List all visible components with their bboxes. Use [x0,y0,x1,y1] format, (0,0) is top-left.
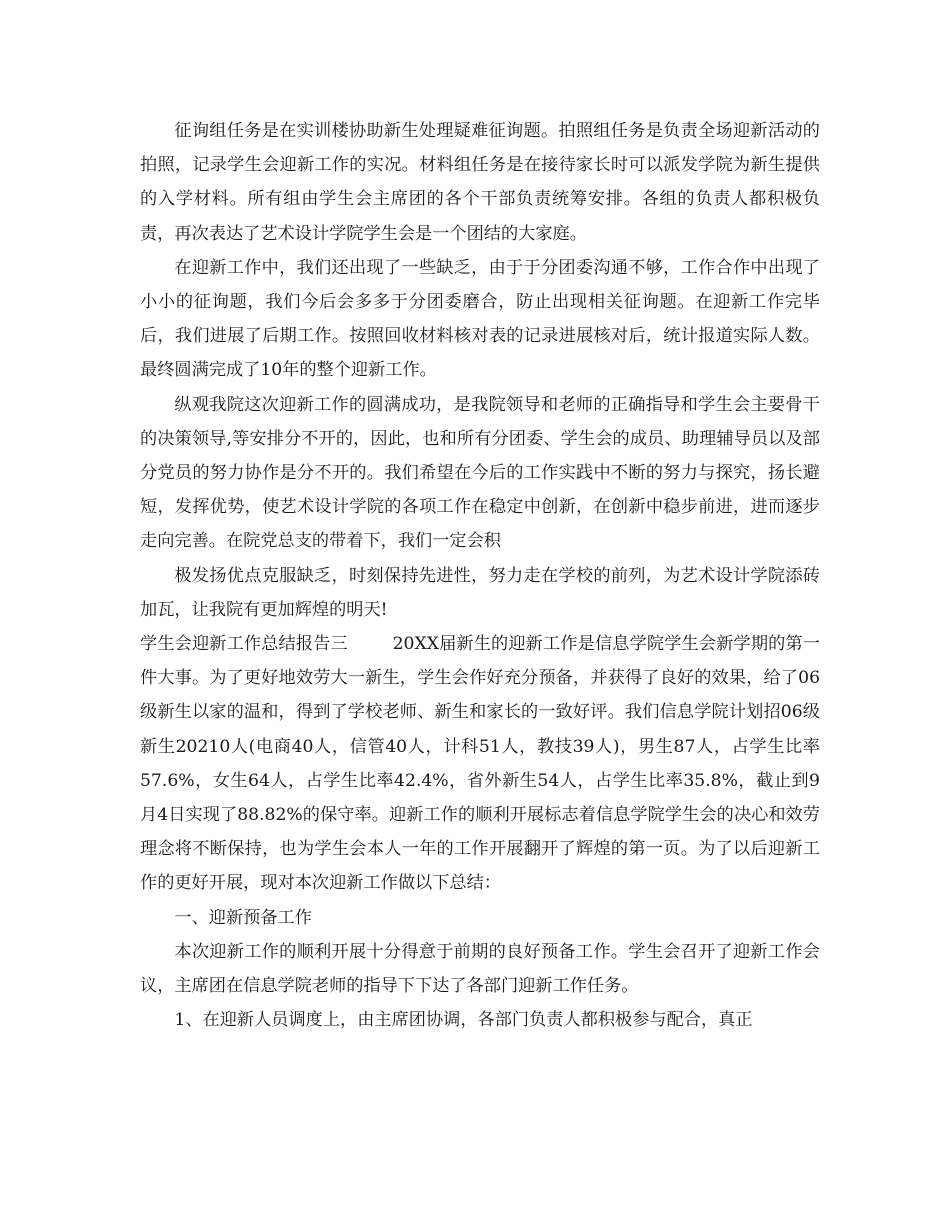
section-heading: 一、迎新预备工作 [174,907,312,928]
report-intro: 20XX届新生的迎新工作是信息学院学生会新学期的第一件大事。为了更好地效劳大一新生，学生会作好充分预备，并获得了良好的效果，给了06级新生以家的温和，得到了学校老师、新生和家长的一致好评。我们信息学院计划招06级新生20210人(电商40人，信管40人，计科51人，教技39人)，男生87人，占学生比率57.6%，女生64人，占学生比率42.4%，省外新生54人，占学生比率35.8%，截止到9月4日实现了88.82%的保守率。迎新工作的顺利开展标志着信息学院学生会的决心和效劳理念将不断保持，也为学生会本人一年的工作开展翻开了辉煌的第一页。为了以后迎新工作的更好开展，现对本次迎新工作做以下总结： [140,634,820,894]
document-body [140,114,820,1037]
section-body: 本次迎新工作的顺利开展十分得意于前期的良好预备工作。学生会召开了迎新工作会议，主席团在信息学院老师的指导下下达了各部门迎新工作任务。 [140,941,820,997]
paragraph-groups: 征询组任务是在实训楼协助新生处理疑难征询题。拍照组任务是负责全场迎新活动的拍照，记录学生会迎新工作的实况。材料组任务是在接待家长时可以派发学院为新生提供的入学材料。所有组由学生会主席团的各个干部负责统筹安排。各组的负责人都积极负责，再次表达了艺术设计学院学生会是一个团结的大家庭。 [140,121,820,244]
report-title: 学生会迎新工作总结报告三 [140,634,348,655]
list-item: 1、在迎新人员调度上，由主席团协调，各部门负责人都积极参与配合，真正 [174,1010,753,1031]
report-section [140,627,820,901]
paragraph-conclusion: 极发扬优点克服缺乏，时刻保持先进性，努力走在学校的前列，为艺术设计学院添砖加瓦，让我院有更加辉煌的明天! [140,565,820,620]
paragraph-shortcomings: 在迎新工作中，我们还出现了一些缺乏，由于于分团委沟通不够，工作合作中出现了小小的征询题，我们今后会多多于分团委磨合，防止出现相关征询题。在迎新工作完毕后，我们进展了后期工作。按照回收材料核对表的记录进展核对后，统计报道实际人数。最终圆满完成了10年的整个迎新工作。 [140,257,820,381]
paragraph-summary: 纵观我院这次迎新工作的圆满成功，是我院领导和老师的正确指导和学生会主要骨干的决策领导,等安排分不开的，因此，也和所有分团委、学生会的成员、助理辅导员以及部分党员的努力协作是分不开的。我们希望在今后的工作实践中不断的努力与探究，扬长避短，发挥优势，使艺术设计学院的各项工作在稳定中创新，在创新中稳步前进，进而逐步走向完善。在院党总支的带着下，我们一定会积 [140,394,820,552]
title-spacer [348,634,393,654]
